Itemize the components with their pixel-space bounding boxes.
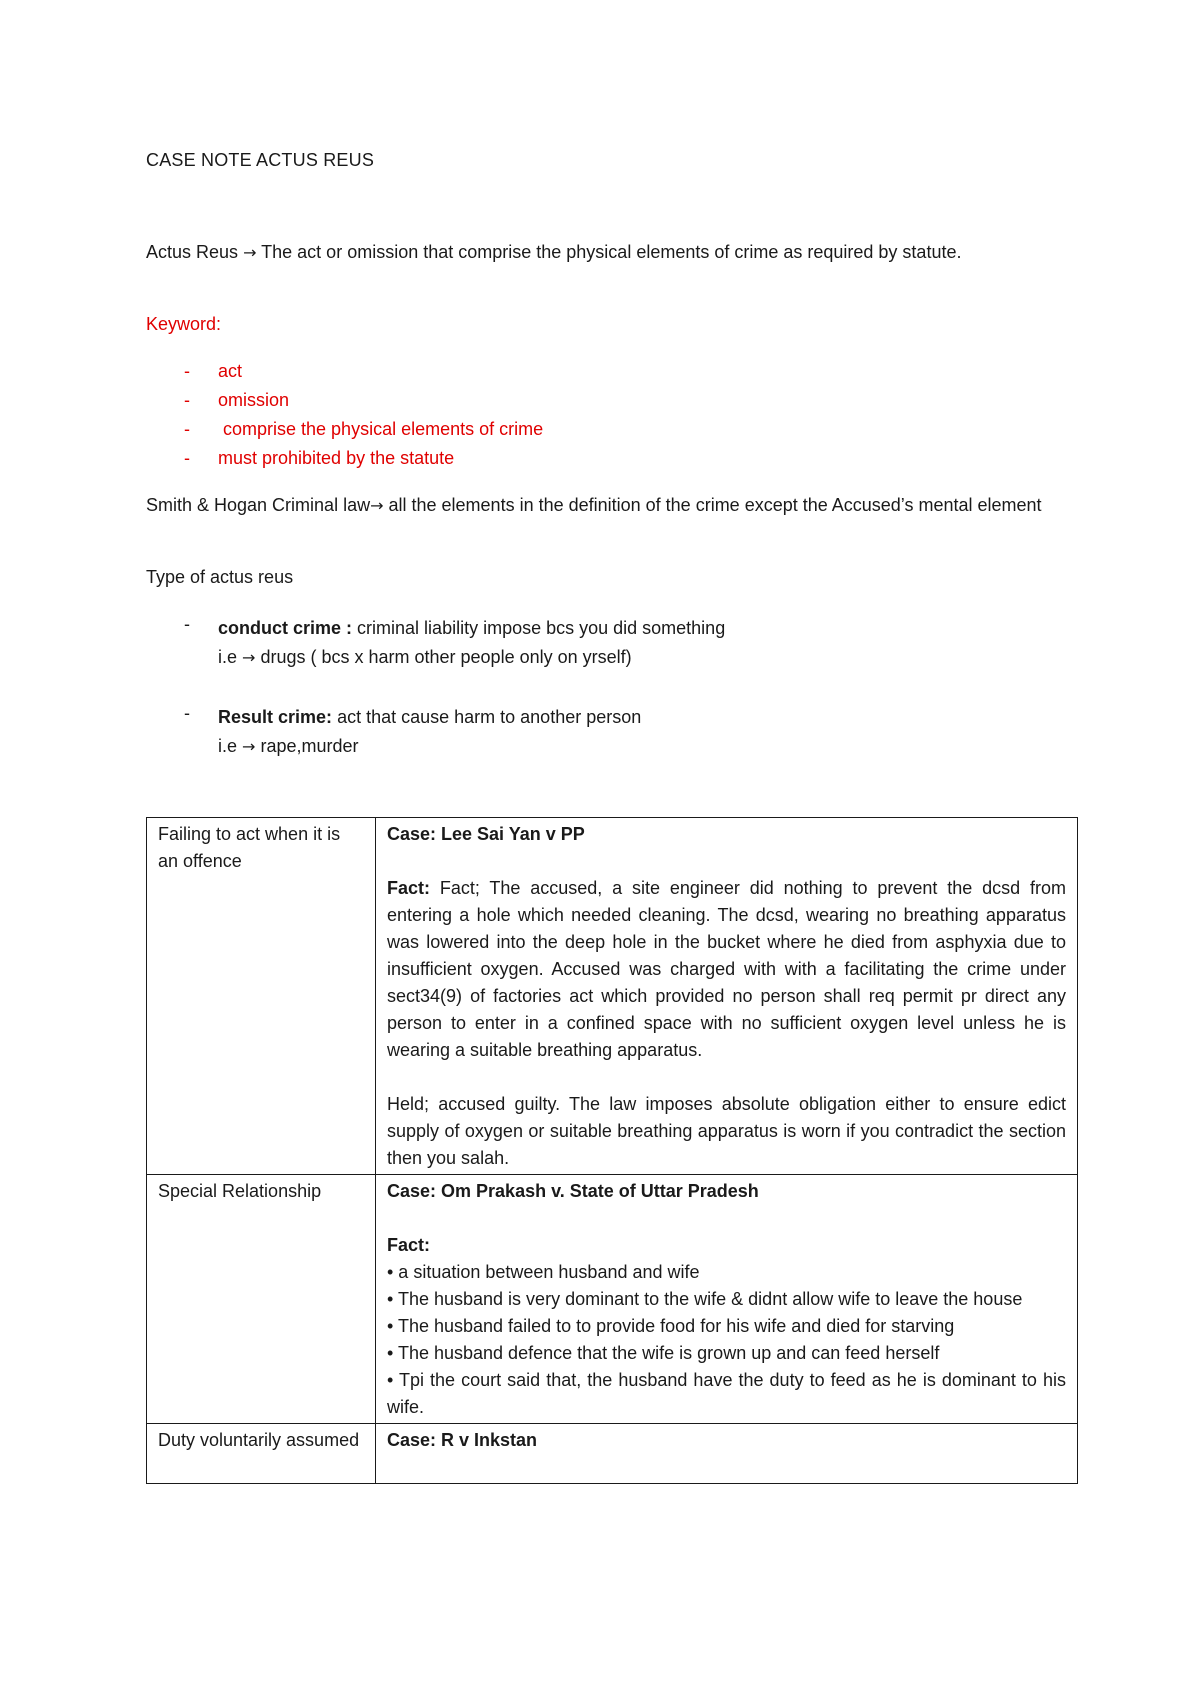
keyword-item: - comprise the physical elements of crime xyxy=(184,419,544,439)
type-item-conduct: - conduct crime : criminal liability impose bcs you did something i.e → drugs ( bcs x harm other people only on yrself) xyxy=(184,614,726,667)
table-row xyxy=(147,818,1078,1175)
case-title: Case: Lee Sai Yan v PP xyxy=(387,824,585,844)
case-held: Held; accused guilty. The law imposes absolute obligation either to ensure edict supply of oxygen or suitable breathing apparatus is worn if you contradict the section then you salah. xyxy=(387,1094,1066,1168)
cases-table xyxy=(146,817,1078,1484)
keyword-item: - must prohibited by the statute xyxy=(184,448,455,468)
case-cell xyxy=(376,818,1078,1175)
fact-label: Fact: xyxy=(387,1235,431,1255)
case-cell xyxy=(376,1424,1078,1484)
fact-bullet: • Tpi the court said that, the husband have the duty to feed as he is dominant to his wife. xyxy=(387,1370,1066,1417)
smith-hogan-paragraph xyxy=(146,491,1078,520)
fact-bullet: • The husband failed to to provide food for his wife and died for starving xyxy=(387,1316,955,1336)
keyword-item: - act xyxy=(184,361,243,381)
page-title: CASE NOTE ACTUS REUS xyxy=(146,150,375,170)
type-label: conduct crime : xyxy=(218,618,353,638)
type-example: drugs ( bcs x harm other people only on yrself) xyxy=(260,647,632,667)
type-item-result: - Result crime: act that cause harm to another person i.e → rape,murder xyxy=(184,703,642,756)
type-desc: act that cause harm to another person xyxy=(337,707,642,727)
definition-text: The act or omission that comprise the physical elements of crime as required by statute. xyxy=(261,242,962,262)
arrow-icon: → xyxy=(370,496,384,515)
type-desc: criminal liability impose bcs you did something xyxy=(357,618,726,638)
keyword-item: - omission xyxy=(184,390,290,410)
definition-term: Actus Reus xyxy=(146,242,239,262)
category-cell: Special Relationship xyxy=(147,1175,376,1424)
fact-bullet: • The husband defence that the wife is grown up and can feed herself xyxy=(387,1343,940,1363)
type-label: Result crime: xyxy=(218,707,333,727)
fact-bullet: • a situation between husband and wife xyxy=(387,1262,700,1282)
case-fact: Fact: Fact; The accused, a site engineer did nothing to prevent the dcsd from entering a hole which needed cleaning. The dcsd, wearing no breathing apparatus was lowered into the deep hole in the bucket where he died from asphyxia due to insufficient oxygen. Accused was charged with with a facilitating the crime under sect34(9) of factories act which provided no person shall req permit pr direct any person to enter in a confined space with no sufficient oxygen level unless he is wearing a suitable breathing apparatus. xyxy=(387,878,1066,1060)
types-heading: Type of actus reus xyxy=(146,567,294,587)
category-cell: Failing to act when it is an offence xyxy=(147,818,376,1175)
keyword-heading: Keyword: xyxy=(146,314,222,334)
table-row xyxy=(147,1424,1078,1484)
case-cell xyxy=(376,1175,1078,1424)
keyword-list xyxy=(146,357,543,473)
type-example: rape,murder xyxy=(260,736,359,756)
case-title: Case: Om Prakash v. State of Uttar Pradesh xyxy=(387,1181,759,1201)
definition-paragraph xyxy=(146,238,1078,267)
arrow-icon: → xyxy=(242,737,256,756)
arrow-icon: → xyxy=(243,243,257,262)
case-title: Case: R v Inkstan xyxy=(387,1430,538,1450)
smith-text: all the elements in the definition of the crime except the Accused’s mental element xyxy=(388,495,1042,515)
smith-source: Smith & Hogan Criminal law xyxy=(146,495,371,515)
category-cell: Duty voluntarily assumed xyxy=(147,1424,376,1484)
table-row xyxy=(147,1175,1078,1424)
fact-bullet: • The husband is very dominant to the wife & didnt allow wife to leave the house xyxy=(387,1289,1023,1309)
arrow-icon: → xyxy=(242,648,256,667)
